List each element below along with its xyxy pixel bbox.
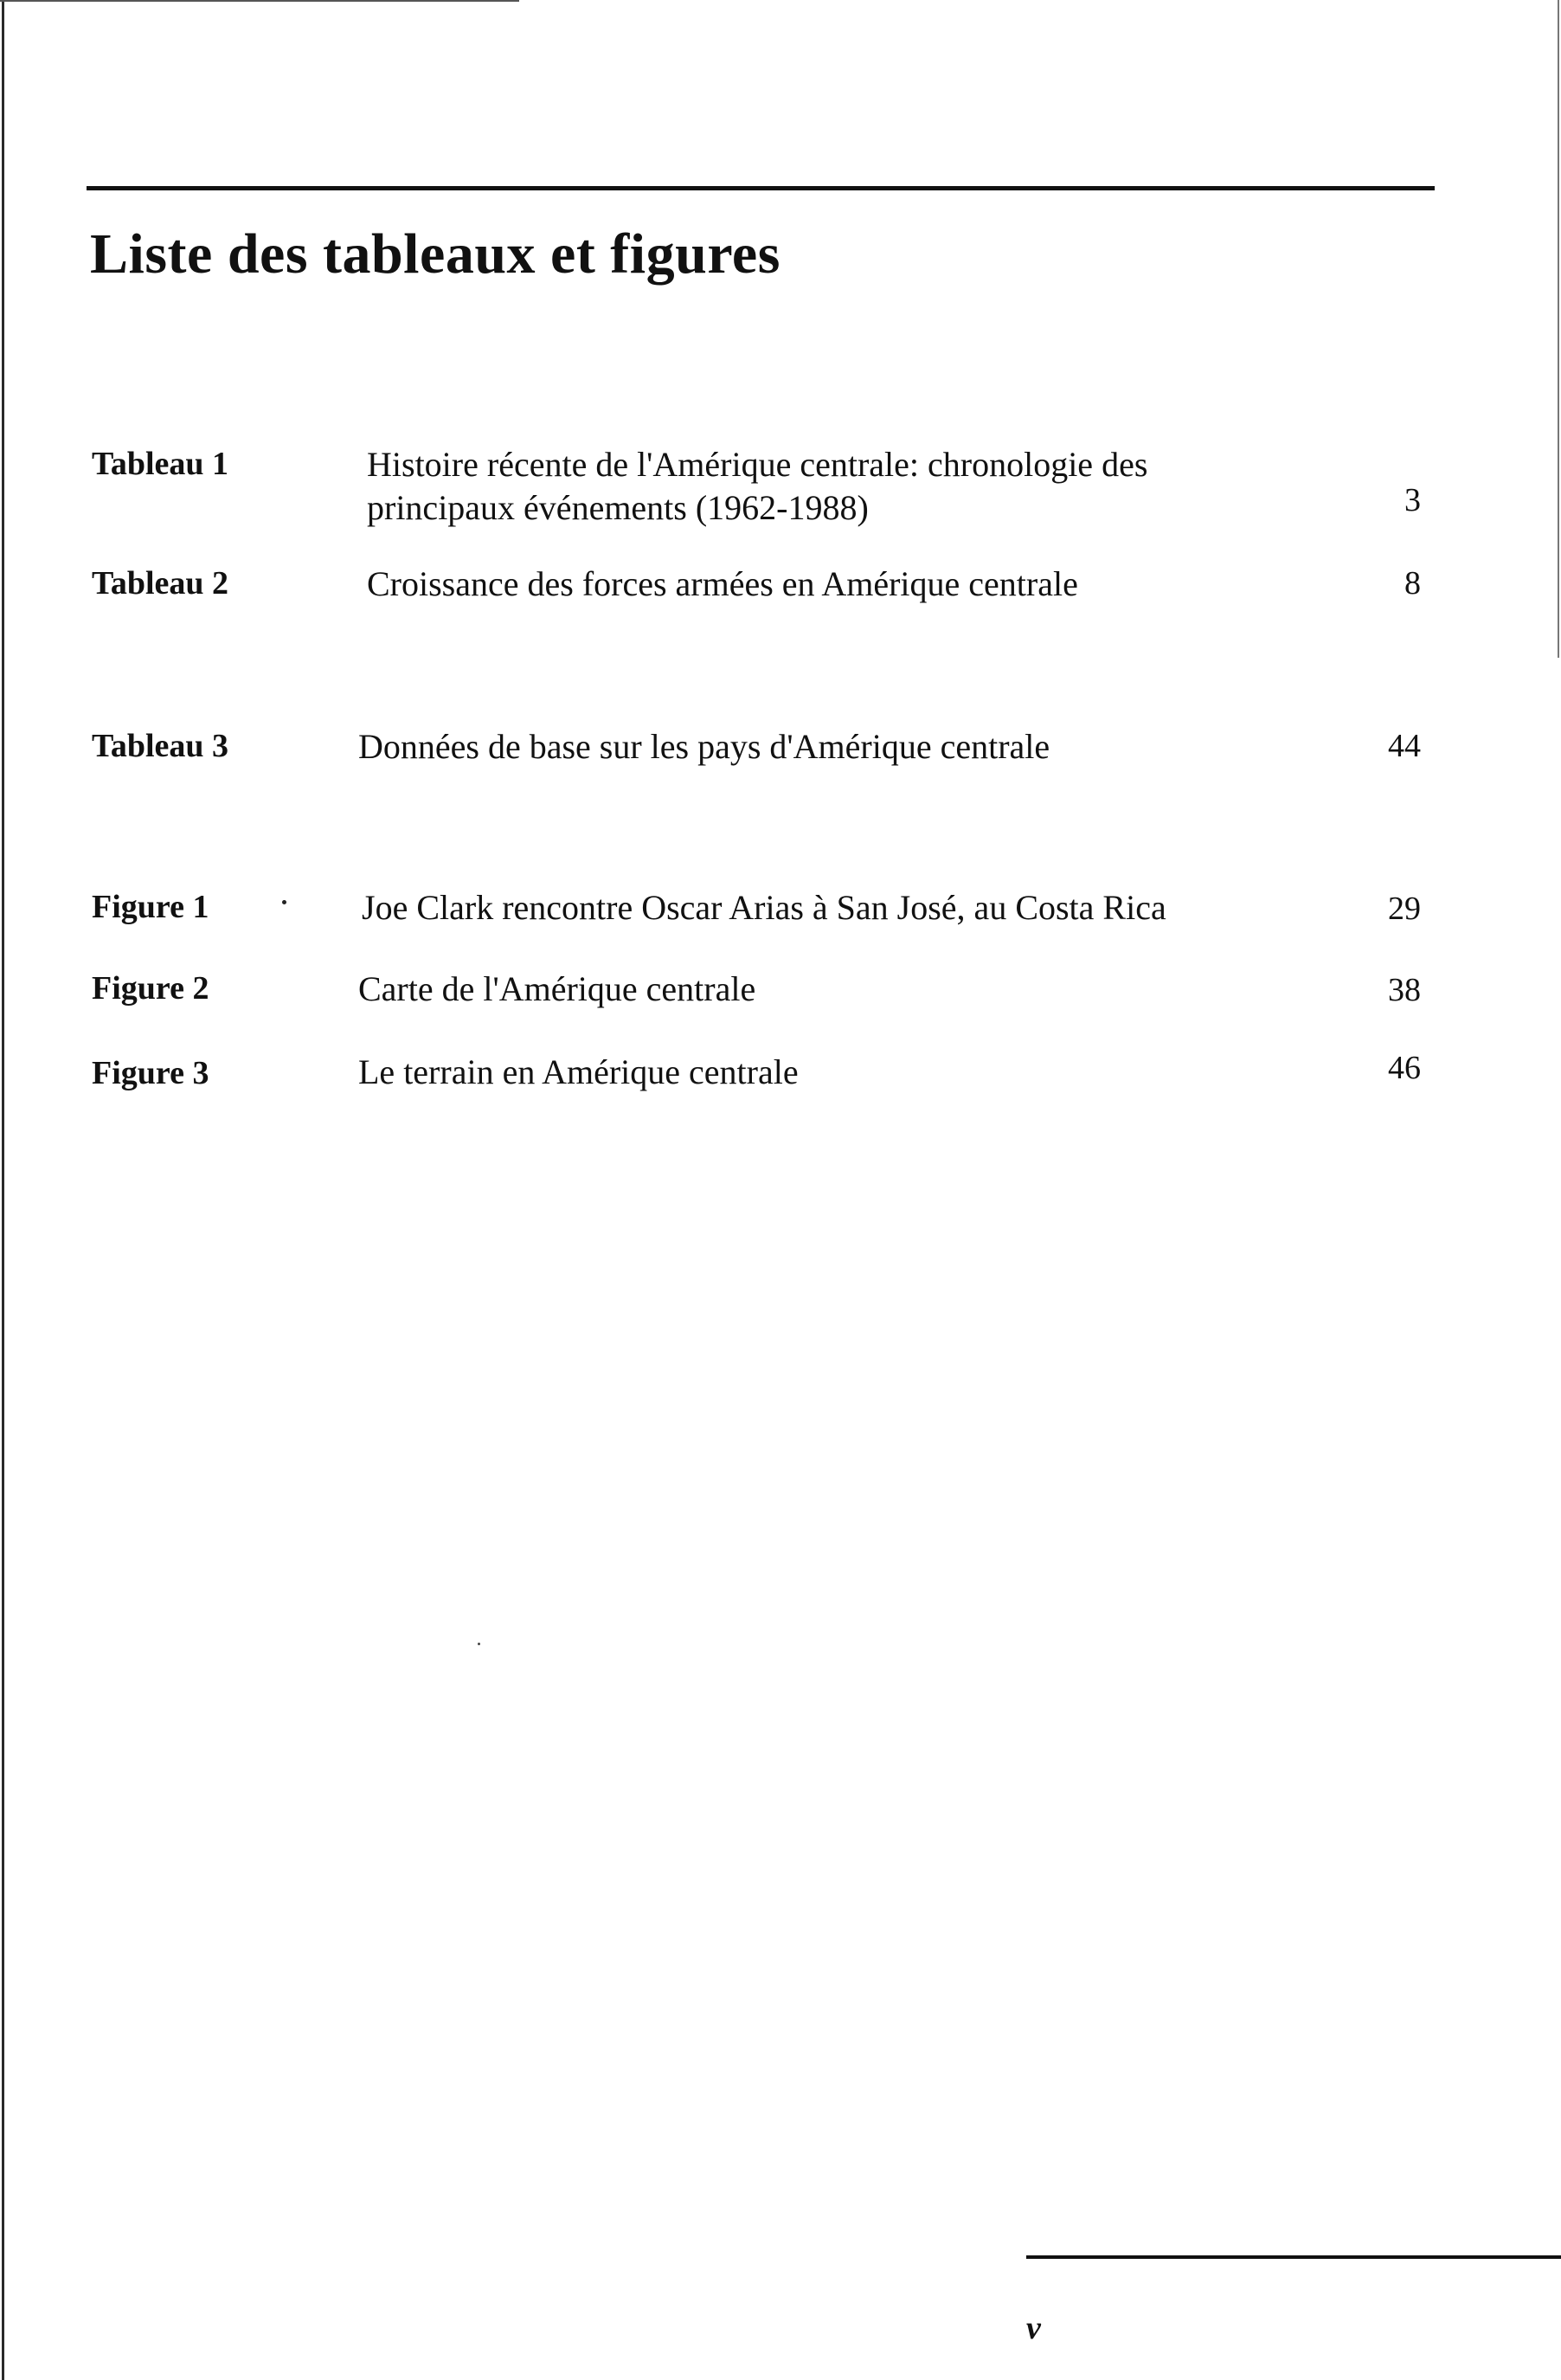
entry-page-tableau-1: 3	[1404, 482, 1421, 518]
scan-edge-top	[0, 0, 519, 2]
page-title: Liste des tableaux et figures	[90, 222, 780, 286]
entry-label-tableau-2: Tableau 2	[92, 565, 229, 601]
top-rule	[87, 186, 1435, 190]
entry-description-tableau-3: Données de base sur les pays d'Amérique centrale	[358, 727, 1050, 766]
entry-label-figure-2: Figure 2	[92, 970, 209, 1007]
entry-label-figure-3: Figure 3	[92, 1055, 209, 1091]
entry-description-tableau-1-line-1: Histoire récente de l'Amérique centrale: chronologie des	[367, 445, 1148, 484]
entry-page-figure-2: 38	[1388, 972, 1421, 1008]
entry-page-figure-1: 29	[1388, 891, 1421, 927]
scan-edge-left	[2, 0, 4, 2380]
entry-description-tableau-2: Croissance des forces armées en Amérique centrale	[367, 564, 1078, 603]
entry-description-figure-3: Le terrain en Amérique centrale	[358, 1052, 799, 1091]
entry-page-figure-3: 46	[1388, 1050, 1421, 1086]
entry-page-tableau-2: 8	[1404, 565, 1421, 601]
entry-description-figure-2: Carte de l'Amérique centrale	[358, 969, 756, 1008]
entry-label-tableau-3: Tableau 3	[92, 728, 229, 764]
scan-edge-right	[1558, 0, 1559, 658]
stray-dot-mark	[282, 900, 286, 904]
entry-page-tableau-3: 44	[1388, 728, 1421, 764]
entry-label-figure-1: Figure 1	[92, 889, 209, 925]
entry-description-tableau-1-line-2: principaux événements (1962-1988)	[367, 488, 869, 527]
stray-speck	[478, 1643, 480, 1645]
entry-label-tableau-1: Tableau 1	[92, 446, 229, 482]
page-number: v	[1026, 2310, 1041, 2346]
bottom-rule	[1026, 2255, 1561, 2259]
entry-description-figure-1: Joe Clark rencontre Oscar Arias à San José, au Costa Rica	[362, 888, 1166, 927]
